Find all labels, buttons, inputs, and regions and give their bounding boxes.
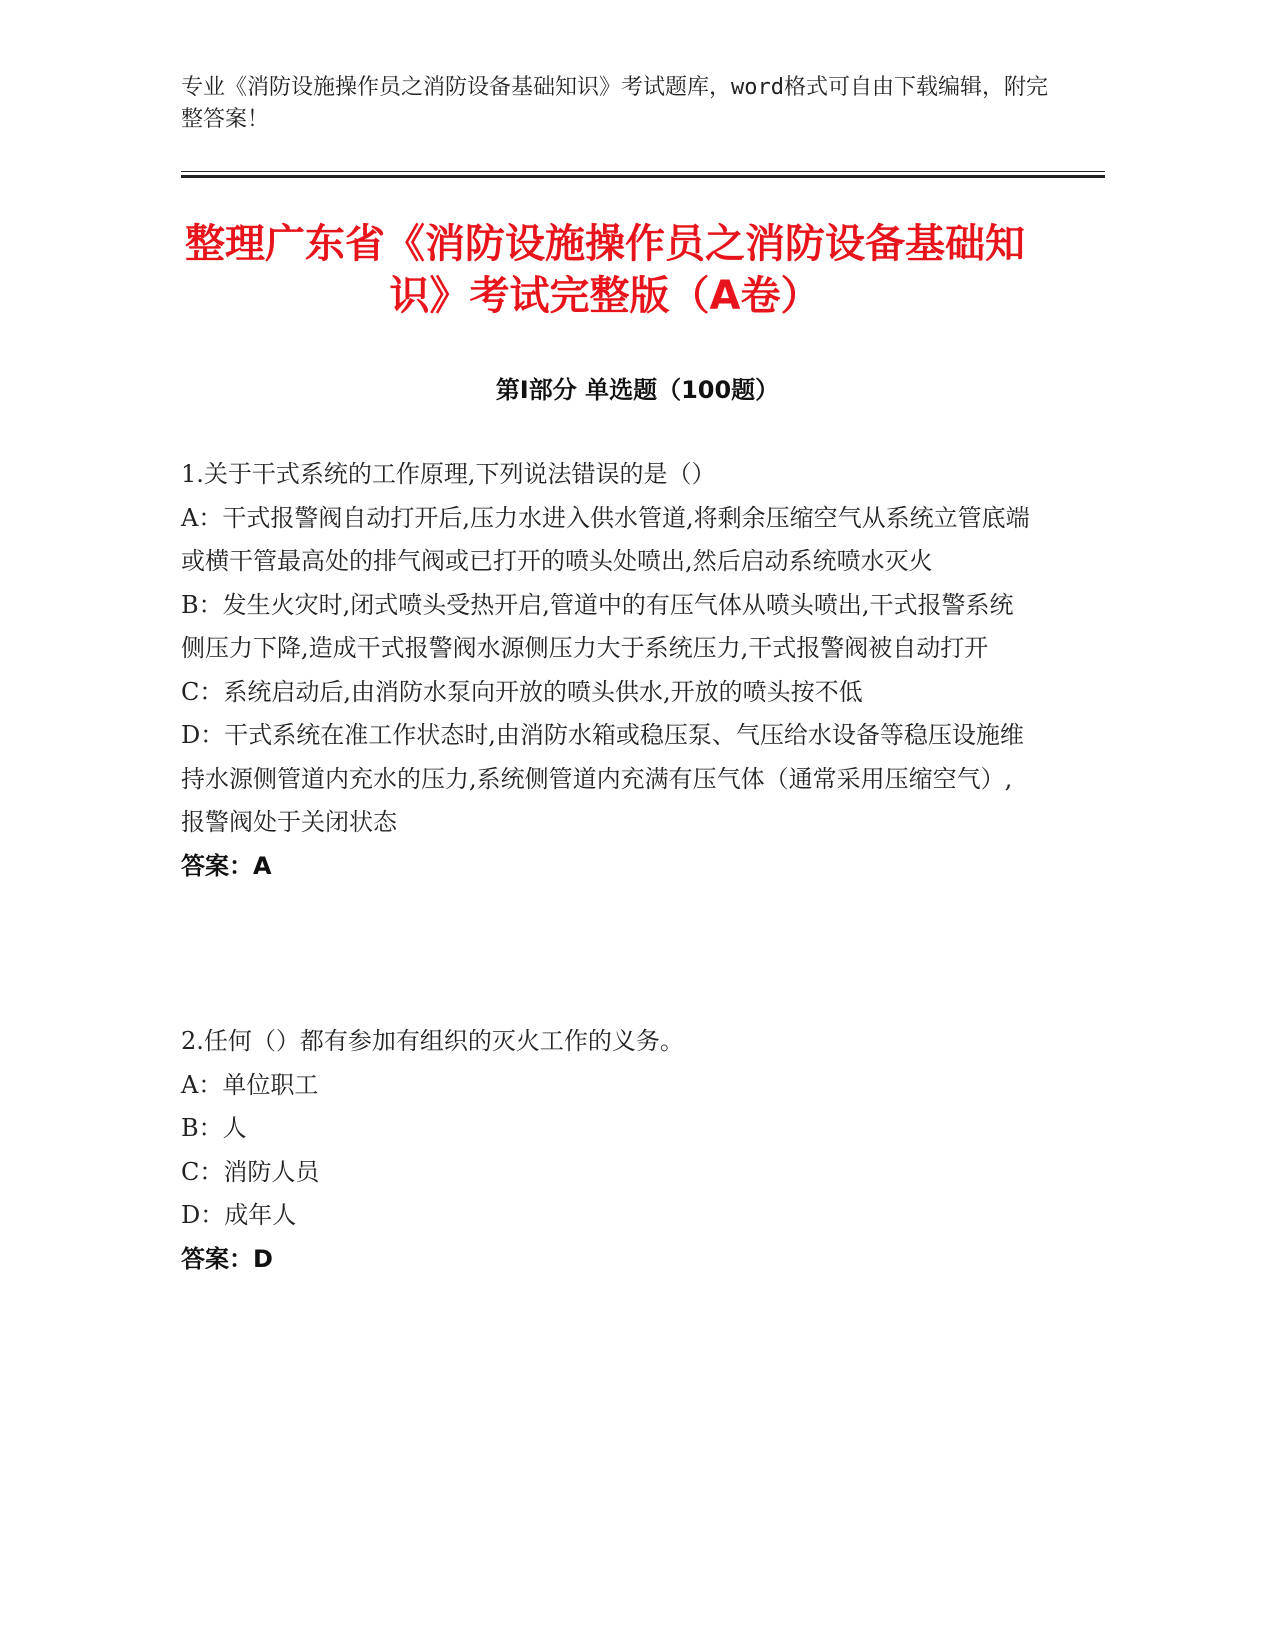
- option-b: B：发生火灾时,闭式喷头受热开启,管道中的有压气体从喷头喷出,干式报警系统侧压力下降,造成干式报警阀水源侧压力大于系统压力,干式报警阀被自动打开: [181, 590, 1014, 662]
- option-c: C：系统启动后,由消防水泵向开放的喷头供水,开放的喷头按不低: [181, 677, 863, 706]
- question-2: [181, 1020, 1031, 1281]
- answer: 答案：D: [181, 1244, 273, 1273]
- option-a: A：干式报警阀自动打开后,压力水进入供水管道,将剩余压缩空气从系统立管底端或横干管最高处的排气阀或已打开的喷头处喷出,然后启动系统喷水灭火: [181, 503, 1030, 575]
- header-rule-thin: [181, 171, 1105, 172]
- question-stem: 2.任何（）都有参加有组织的灭火工作的义务。: [181, 1027, 684, 1055]
- header-note: 专业《消防设施操作员之消防设备基础知识》考试题库，word格式可自由下载编辑，附完整答案！: [181, 75, 1048, 132]
- option-d: D：成年人: [181, 1201, 297, 1229]
- header-rule-thick: [181, 175, 1105, 178]
- document-title: 整理广东省《消防设施操作员之消防设备基础知识》考试完整版（A卷）: [185, 221, 1025, 319]
- option-c: C：消防人员: [181, 1157, 320, 1186]
- question-stem: 1.关于干式系统的工作原理,下列说法错误的是（）: [181, 460, 716, 488]
- question-1: [181, 453, 1031, 888]
- option-d: D：干式系统在准工作状态时,由消防水箱或稳压泵、气压给水设备等稳压设施维持水源侧管道内充水的压力,系统侧管道内充满有压气体（通常采用压缩空气）,报警阀处于关闭状态: [181, 721, 1024, 836]
- option-a: A：单位职工: [181, 1070, 319, 1099]
- option-b: B：人: [181, 1114, 247, 1142]
- answer: 答案：A: [181, 851, 272, 880]
- section-title: 第Ⅰ部分 单选题（100题）: [495, 376, 780, 404]
